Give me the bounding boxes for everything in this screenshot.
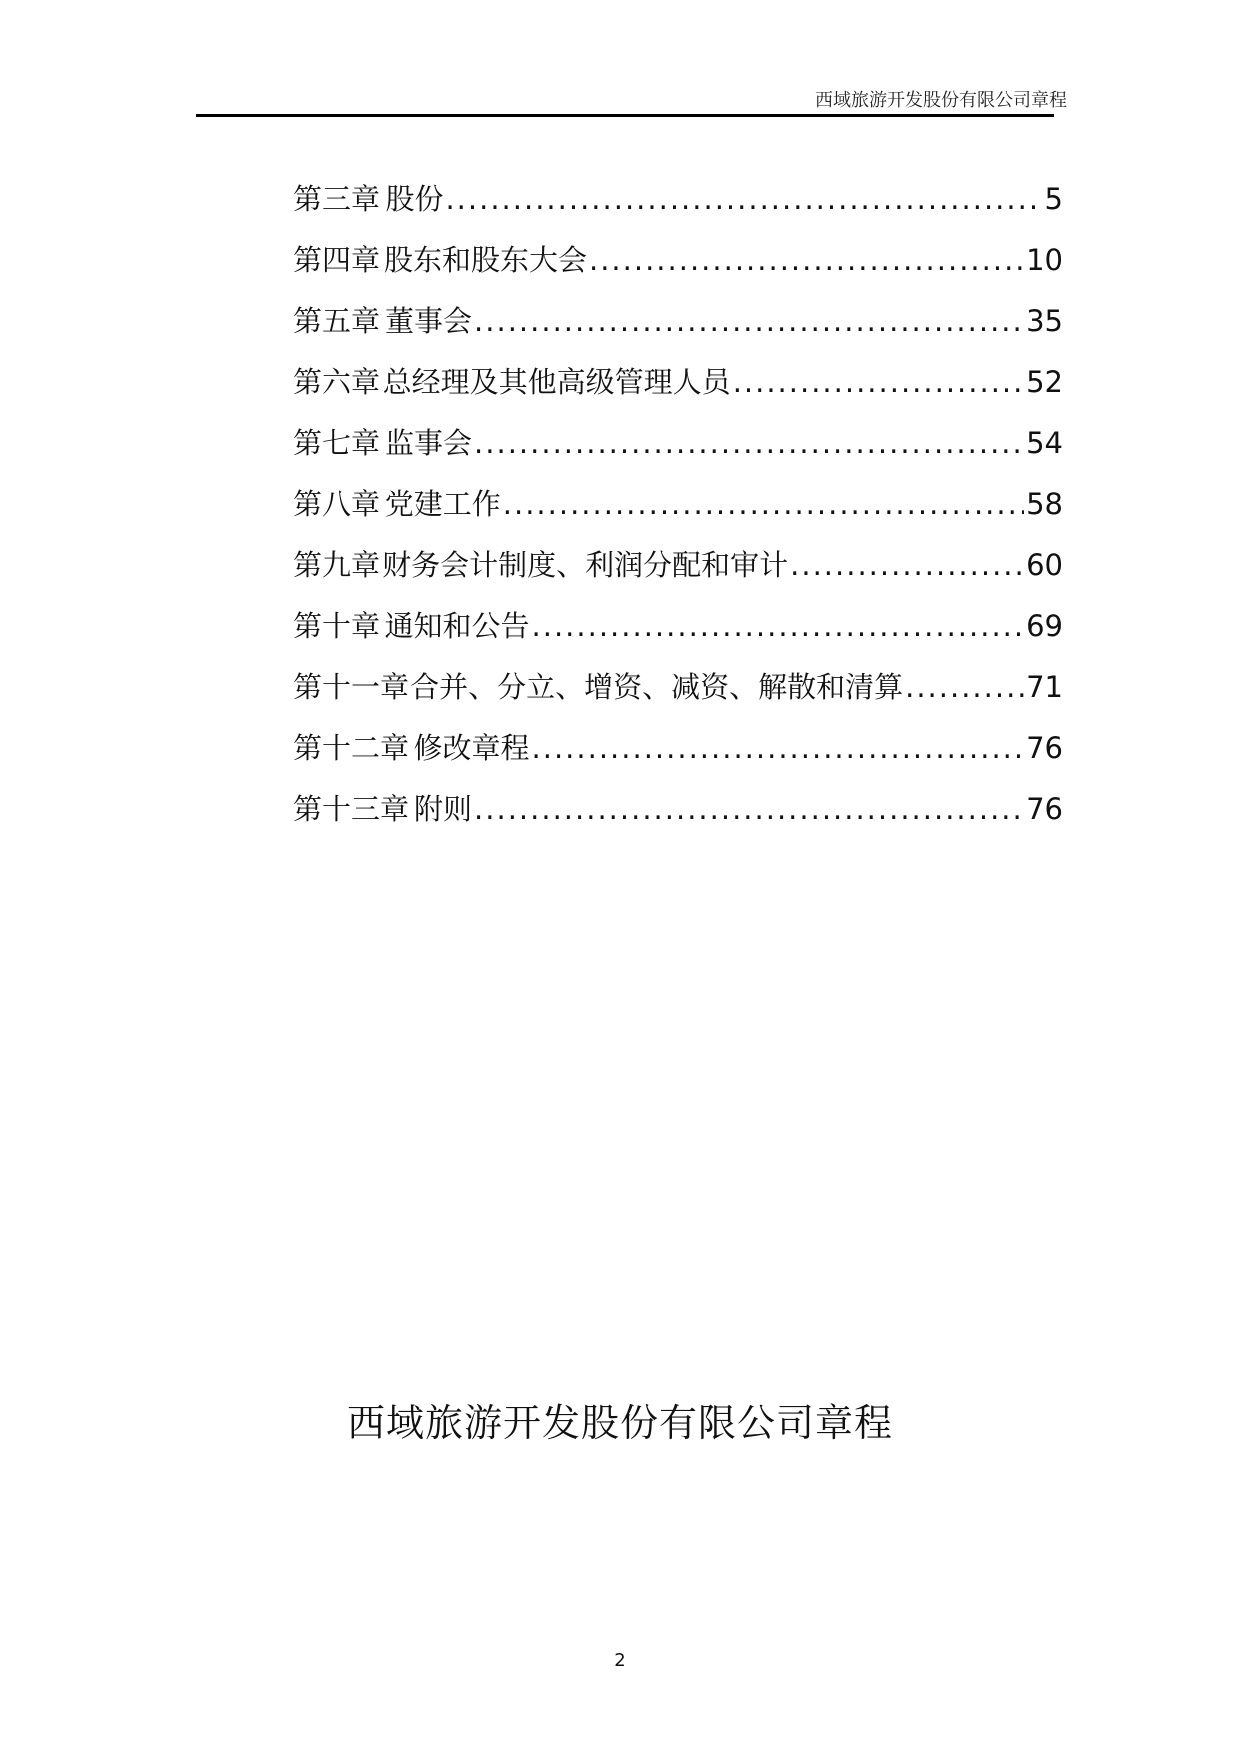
toc-page-number: 5 [1044,182,1063,216]
toc-dot-leader [733,356,1024,408]
toc-dot-leader [503,478,1024,530]
running-header: 西域旅游开发股份有限公司章程 [815,90,1067,111]
toc-page-number: 76 [1026,731,1063,765]
toc-chapter-title: 监事会 [385,426,473,460]
toc-dot-leader [474,295,1024,347]
toc-entry[interactable] [293,356,1063,417]
table-of-contents [293,173,1063,844]
toc-entry[interactable] [293,600,1063,661]
toc-entry[interactable] [293,783,1063,844]
toc-dot-leader [474,417,1024,469]
toc-dot-leader [905,661,1024,713]
toc-chapter-title: 股东和股东大会 [383,243,587,277]
toc-page-number: 71 [1026,670,1063,704]
toc-chapter-title: 附则 [414,792,473,826]
toc-chapter-label: 第五章 [293,304,381,338]
toc-page-number: 54 [1026,426,1063,460]
toc-chapter-label: 第七章 [293,426,381,460]
toc-page-number: 35 [1026,304,1063,338]
toc-dot-leader [532,722,1025,774]
toc-chapter-label: 第三章 [293,182,381,216]
toc-chapter-label: 第六章 [293,365,381,399]
toc-page-number: 76 [1026,792,1063,826]
toc-entry[interactable] [293,417,1063,478]
toc-chapter-title: 合并、分立、增资、减资、解散和清算 [410,670,904,704]
document-title: 西域旅游开发股份有限公司章程 [346,1401,893,1445]
toc-chapter-label: 第十二章 [293,731,410,765]
toc-entry[interactable] [293,478,1063,539]
toc-chapter-title: 通知和公告 [384,609,530,643]
toc-chapter-label: 第八章 [293,487,381,521]
toc-chapter-label: 第九章 [293,548,381,582]
toc-chapter-title: 财务会计制度、利润分配和审计 [382,548,789,582]
toc-page-number: 58 [1026,487,1063,521]
toc-entry[interactable] [293,295,1063,356]
toc-chapter-label: 第四章 [293,243,381,277]
toc-page-number: 69 [1026,609,1063,643]
toc-page-number: 60 [1026,548,1063,582]
toc-chapter-label: 第十一章 [293,670,410,704]
toc-dot-leader [445,173,1042,225]
toc-page-number: 10 [1026,243,1063,277]
toc-dot-leader [532,600,1025,652]
toc-chapter-label: 第十三章 [293,792,410,826]
toc-dot-leader [474,783,1024,835]
toc-chapter-label: 第十章 [293,609,381,643]
toc-entry[interactable] [293,539,1063,600]
toc-dot-leader [589,234,1024,286]
toc-chapter-title: 修改章程 [413,731,530,765]
toc-dot-leader [790,539,1024,591]
toc-chapter-title: 总经理及其他高级管理人员 [382,365,731,399]
page-number: 2 [614,1650,626,1671]
toc-entry[interactable] [293,722,1063,783]
header-rule [196,114,1054,117]
toc-entry[interactable] [293,661,1063,722]
toc-chapter-title: 党建工作 [384,487,501,521]
toc-chapter-title: 股份 [385,182,444,216]
toc-entry[interactable] [293,173,1063,234]
toc-chapter-title: 董事会 [385,304,473,338]
toc-page-number: 52 [1026,365,1063,399]
toc-entry[interactable] [293,234,1063,295]
